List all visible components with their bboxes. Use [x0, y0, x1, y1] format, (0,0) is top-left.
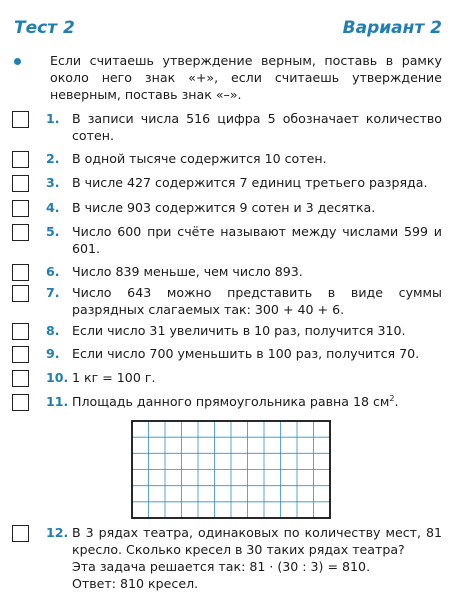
question-text: В числе 427 содержится 7 единиц третьего разряда.: [72, 175, 428, 190]
question-number: 1.: [46, 111, 60, 126]
question-text: В числе 903 содержится 9 сотен и 3 десятка.: [72, 200, 376, 215]
question-text: Число 839 меньше, чем число 893.: [72, 264, 303, 279]
question-7: [12, 284, 442, 318]
answer-checkbox[interactable]: [12, 346, 29, 363]
question-4: [12, 199, 442, 216]
question-text: Число 600 при счёте называют между числами 599 и 601.: [72, 224, 442, 256]
answer-checkbox[interactable]: [12, 264, 29, 281]
answer-checkbox[interactable]: [12, 151, 29, 168]
question-6: [12, 263, 442, 280]
question-text: 1 кг = 100 г.: [72, 370, 156, 385]
question-5: [12, 223, 442, 257]
answer-checkbox[interactable]: [12, 111, 29, 128]
question-number: 9.: [46, 346, 60, 361]
answer-checkbox[interactable]: [12, 394, 29, 411]
question-8: [12, 322, 442, 339]
question-11: [12, 393, 442, 410]
answer-checkbox[interactable]: [12, 175, 29, 192]
question-number: 5.: [46, 224, 60, 239]
answer-checkbox[interactable]: [12, 200, 29, 217]
question-text: [72, 524, 442, 592]
answer-line: Ответ: 810 кресел.: [72, 576, 199, 591]
question-2: [12, 150, 442, 167]
question-number: 7.: [46, 285, 60, 300]
question-number: 12.: [46, 525, 69, 540]
answer-checkbox[interactable]: [12, 285, 29, 302]
question-number: 11.: [46, 394, 69, 409]
question-text: [72, 393, 442, 410]
question-3: [12, 174, 442, 191]
question-text-main: Площадь данного прямоугольника равна 18 см: [72, 394, 390, 409]
answer-checkbox[interactable]: [12, 525, 29, 542]
test-title: Тест 2: [14, 18, 75, 38]
question-number: 2.: [46, 151, 60, 166]
bullet-icon: [14, 58, 21, 65]
question-text-tail: .: [394, 394, 399, 409]
question-text: В записи числа 516 цифра 5 обозначает количество сотен.: [72, 111, 442, 143]
question-number: 6.: [46, 264, 60, 279]
question-1: [12, 110, 442, 144]
question-text: Если число 700 уменьшить в 100 раз, получится 70.: [72, 346, 420, 361]
instructions-text: Если считаешь утверждение верным, поставь в рамку около него знак «+», если считаешь утверждение неверным, поставь знак «–».: [50, 53, 442, 102]
question-10: [12, 369, 442, 386]
solution-line: Эта задача решается так: 81 · (30 : 3) = 810.: [72, 559, 371, 574]
question-number: 4.: [46, 200, 60, 215]
answer-checkbox[interactable]: [12, 224, 29, 241]
question-12: [12, 524, 442, 592]
answer-checkbox[interactable]: [12, 323, 29, 340]
question-number: 3.: [46, 175, 60, 190]
instructions: [10, 52, 442, 103]
question-number: 10.: [46, 370, 69, 385]
variant-title: Вариант 2: [342, 18, 442, 38]
question-text: В одной тысяче содержится 10 сотен.: [72, 151, 327, 166]
question-number: 8.: [46, 323, 60, 338]
answer-checkbox[interactable]: [12, 370, 29, 387]
rectangle-grid-figure: [131, 420, 331, 523]
question-text: Если число 31 увеличить в 10 раз, получится 310.: [72, 323, 406, 338]
page-header: [12, 18, 446, 44]
unit-exponent: 2: [389, 393, 395, 403]
problem-statement: В 3 рядах театра, одинаковых по количеству мест, 81 кресло. Сколько кресел в 30 таких рядах театра?: [72, 525, 442, 557]
grid-rectangle: [131, 420, 331, 519]
question-9: [12, 345, 442, 362]
question-text: Число 643 можно представить в виде суммы разрядных слагаемых так: 300 + 40 + 6.: [72, 285, 442, 317]
